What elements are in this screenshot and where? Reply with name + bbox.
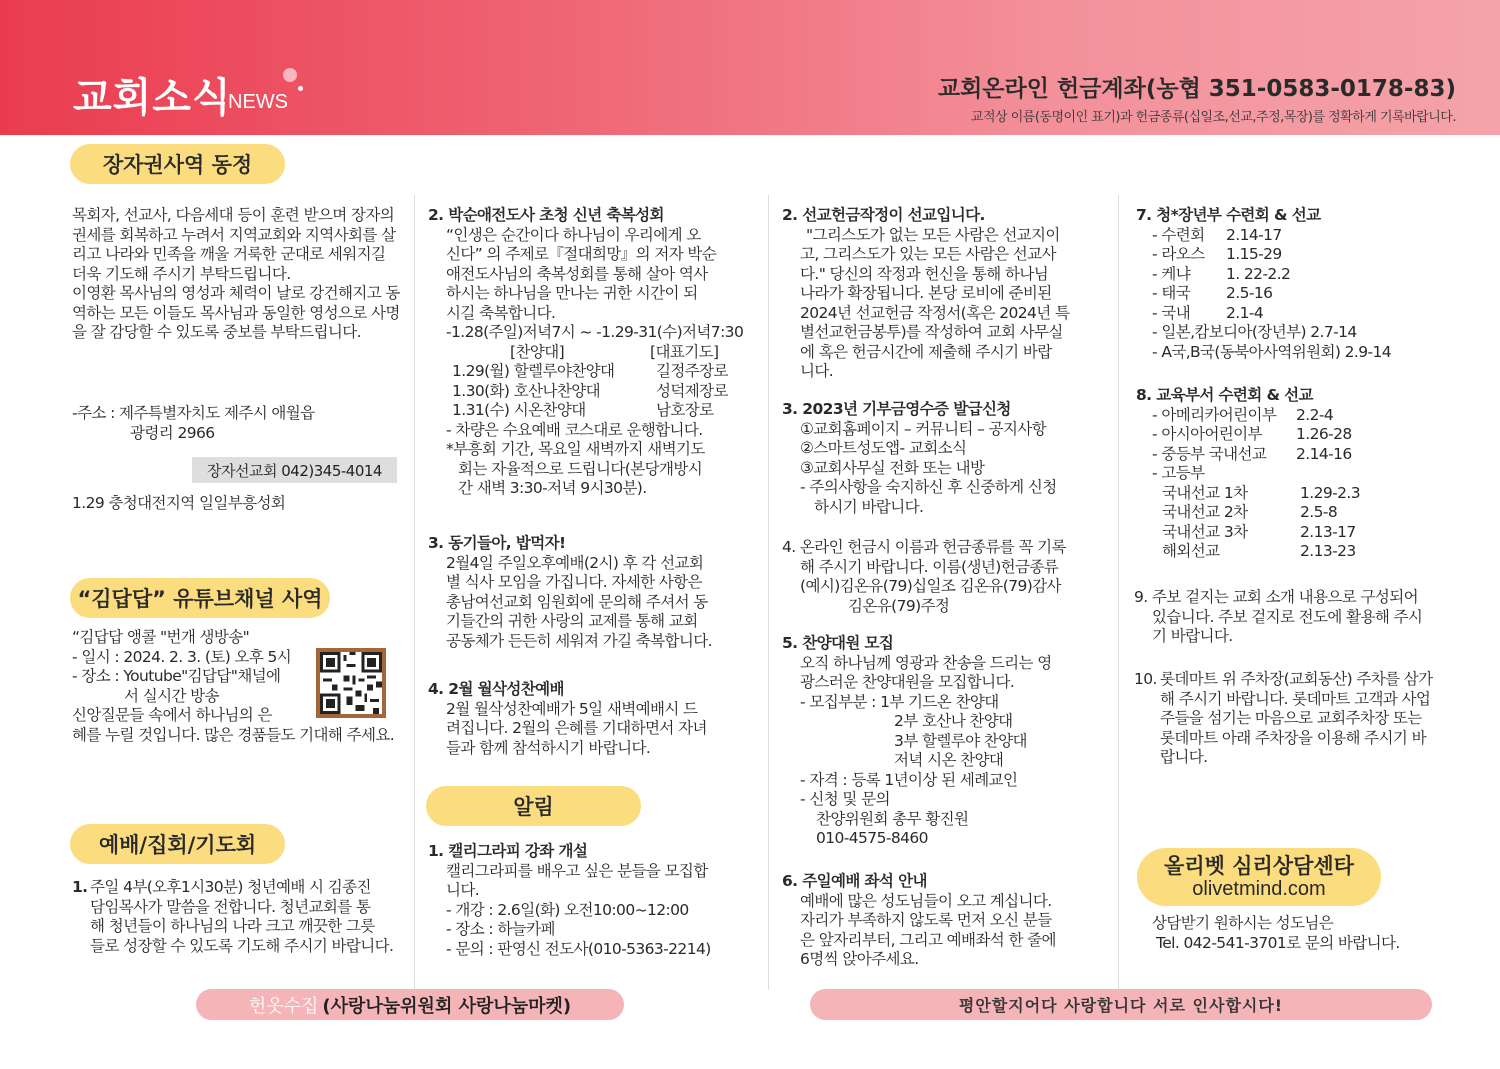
qr-code[interactable] — [316, 648, 386, 718]
choir-section: 5. 찬양대원 모집 오직 하나님께 영광과 찬송을 드리는 영 광스러운 찬양대원을 모집합니다. - 모집부분 : 1부 기드온 찬양대 2부 호산나 찬양대 3부 할렐루야 찬양대 저녁 시온 찬양대 - 자격 : 등록 1년이상 된 세례교인 - 신청 및 문의 찬양위원회 총무 황진원 010-4575-8460 — [782, 634, 1052, 847]
olivet-title: 올리벳 심리상담센타 — [1164, 854, 1354, 878]
youth-retreat-section: 7. 청*장년부 수련회 & 선교 - 수련회 2.14-17 - 라오스 1.15-29 - 케냐 1. 22-2.2 - 태국 2.5-16 - 국내 2.1-4 - 일본,캄보디아(장년부) 2.7-14 - A국,B국(동북아사역위원회) 2.9-14 — [1136, 206, 1392, 361]
olivet-contact: 상담받기 원하시는 성도님은 Tel. 042-541-3701로 문의 바랍니다. — [1152, 914, 1400, 952]
jangja-event: 1.29 충청대전지역 일일부흥성회 — [72, 494, 286, 512]
mission-pledge-section: 2. 선교헌금작정이 선교입니다. "그리스도가 없는 모든 사람은 선교지이 고, 그리스도가 있는 모든 사람은 선교사 다." 당신의 작정과 헌신을 통해 하나님 나라가 확장됩니다. 본당 로비에 준비된 2024년 선교헌금 작정서(혹은 2024년 특 별선교헌금봉투)를 작성하여 교회 사무실 에 혹은 헌금시간에 제출해 주시기 바랍 니다. — [782, 206, 1070, 380]
page-title: 교회소식 — [73, 75, 232, 121]
column-divider — [1118, 195, 1119, 990]
account-note: 교적상 이름(동명이인 표기)과 헌금종류(십일조,선교,주정,목장)를 정확하게 기록바랍니다. — [970, 110, 1456, 125]
column-divider — [414, 195, 415, 990]
heading-notice: 알림 — [426, 786, 641, 826]
heading-worship: 예배/집회/기도회 — [70, 824, 285, 864]
communion-section: 4. 2월 월삭성찬예배 2월 월삭성찬예배가 5일 새벽예배시 드 려집니다. 2월의 은혜를 기대하면서 자녀 들과 함께 참석하시기 바랍니다. — [428, 680, 707, 757]
heading-youtube: “김답답” 유튜브채널 사역 — [70, 578, 330, 618]
calligraphy-section: 1. 캘리그라피 강좌 개설 캘리그라피를 배우고 싶은 분들을 모집합 니다. - 개강 : 2.6일(화) 오전10:00~12:00 - 장소 : 하늘카페 - 문의 : 판영신 전도사(010-5363-2214) — [428, 842, 711, 958]
education-retreat-section: 8. 교육부서 수련회 & 선교 - 아메리카어린이부 2.2-4 - 아시아어린이부 1.26-28 - 중등부 국내선교 2.14-16 - 고등부 국내선교 1차 1.29-2.3 국내선교 2차 2.5-8 국내선교 3차 2.13-17 해외선교 2.13-23 — [1136, 386, 1360, 560]
column-divider — [768, 195, 769, 990]
online-offering-section: 4. 온라인 헌금시 이름과 헌금종류를 꼭 기록 해 주시기 바랍니다. 이름(생년)헌금종류 (예시)김온유(79)십일조 김온유(79)감사 김온유(79)주정 — [782, 538, 1066, 615]
jangja-para2: 이영환 목사님의 영성과 체력이 날로 강건해지고 동역하는 모든 이들도 목사님과 동일한 영성으로 사명을 잘 감당할 수 있도록 중보를 부탁드립니다. — [72, 284, 400, 341]
parking-section: 10. 롯데마트 위 주차장(교회동산) 주차를 삼가 해 주시기 바랍니다. 롯데마트 고객과 사업 주들을 섬기는 마음으로 교회주차장 또는 롯데마트 아래 주차장을 이용해 주시기 바 랍니다. — [1134, 670, 1433, 766]
worship-section: 1. 주일 4부(오후1시30분) 청년예배 시 김종진 담임목사가 말씀을 전합니다. 청년교회를 통 해 청년들이 하나님의 나라 크고 깨끗한 그릇 들로 성장할 수 있도록 기도해 주시기 바랍니다. — [72, 878, 394, 955]
youtube-section: “김답답 앵콜 "번개 생방송" - 일시 : 2024. 2. 3. (토) 오후 5시 - 장소 : Youtube"김답답"채널에 서 실시간 방송 신앙질문들 속에서 하나님의 은 — [72, 628, 292, 724]
news-label: NEWS — [228, 91, 288, 113]
jangja-phone: 장자선교회 042)345-4014 — [192, 457, 397, 483]
heading-jangja: 장자권사역 동정 — [70, 144, 285, 184]
account-title: 교회온라인 헌금계좌(농협 351-0583-0178-83) — [937, 76, 1456, 102]
olivet-url[interactable]: olivetmind.com — [1192, 878, 1326, 900]
jangja-para1: 목회자, 선교사, 다음세대 등이 훈련 받으며 장자의 권세를 회복하고 누려서 지역교회와 지역사회를 살리고 나라와 민족을 깨울 거룩한 군대로 세워지길 더욱 기도해 주시기 부탁드립니다. — [72, 206, 396, 283]
meal-section: 3. 동기들아, 밥먹자! 2월4일 주일오후예배(2시) 후 각 선교회 별 식사 모임을 가집니다. 자세한 사항은 총남여선교회 임원회에 문의해 주셔서 동 기들간의 귀한 사랑의 교제를 통해 교회 공동체가 든든히 세워져 가길 축복합니다. — [428, 534, 712, 650]
clothes-collection-detail: (사랑나눔위원회 사랑나눔마켓) — [322, 995, 572, 1017]
seating-section: 6. 주일예배 좌석 안내 예배에 많은 성도님들이 오고 계십니다. 자리가 부족하지 않도록 먼저 오신 분들 은 앞자리부터, 그리고 예배좌석 한 줄에 6명씩 앉아주세요. — [782, 872, 1056, 968]
revival-section: 2. 박순애전도사 초청 신년 축복성회 “인생은 순간이다 하나님이 우리에게 오 신다” 의 주제로『절대희망』의 저자 박순 애전도사님의 축복성회를 통해 살아 역사 하시는 하나님을 만나는 귀한 시간이 되 시길 축복합니다. -1.28(주일)저녁7시 ~ -1.29-31(수)저녁7:30 [찬양대] [대표기도] 1.29(월) 할렐루야찬양대 길정주장로 1.30(화) 호산나찬양대 성덕제장로 1.31(수) 시온찬양대 남호장로 - 차량은 수요예배 코스대로 운행합니다. *부흥회 기간, 목요일 새벽까지 새벽기도 회는 자율적으로 드립니다(본당개방시 간 새벽 3:30-저녁 9시30분). — [428, 206, 744, 497]
decor-dot — [283, 68, 297, 82]
header-banner — [0, 0, 1500, 135]
jangja-section — [72, 206, 402, 343]
decor-dot-small — [298, 86, 303, 91]
olivet-counseling-banner — [1137, 848, 1381, 906]
youtube-section-end: 혜를 누릴 것입니다. 많은 경품들도 기대해 주세요. — [72, 726, 395, 744]
jangja-address: -주소 : 제주특별자치도 제주시 애월읍 광령리 2966 — [72, 404, 315, 442]
clothes-collection-label: 헌옷수집 — [248, 995, 319, 1017]
greeting-banner: 평안할지어다 사랑합니다 서로 인사합시다! — [810, 989, 1432, 1020]
clothes-collection-banner — [196, 989, 624, 1020]
bulletin-section: 9. 주보 겉지는 교회 소개 내용으로 구성되어 있습니다. 주보 겉지로 전도에 활용해 주시 기 바랍니다. — [1134, 588, 1423, 645]
receipt-section: 3. 2023년 기부금영수증 발급신청 ①교회홈페이지 – 커뮤니티 – 공지사항 ②스마트성도앱- 교회소식 ③교회사무실 전화 또는 내방 - 주의사항을 숙지하신 후 신중하게 신청 하시기 바랍니다. — [782, 400, 1057, 516]
